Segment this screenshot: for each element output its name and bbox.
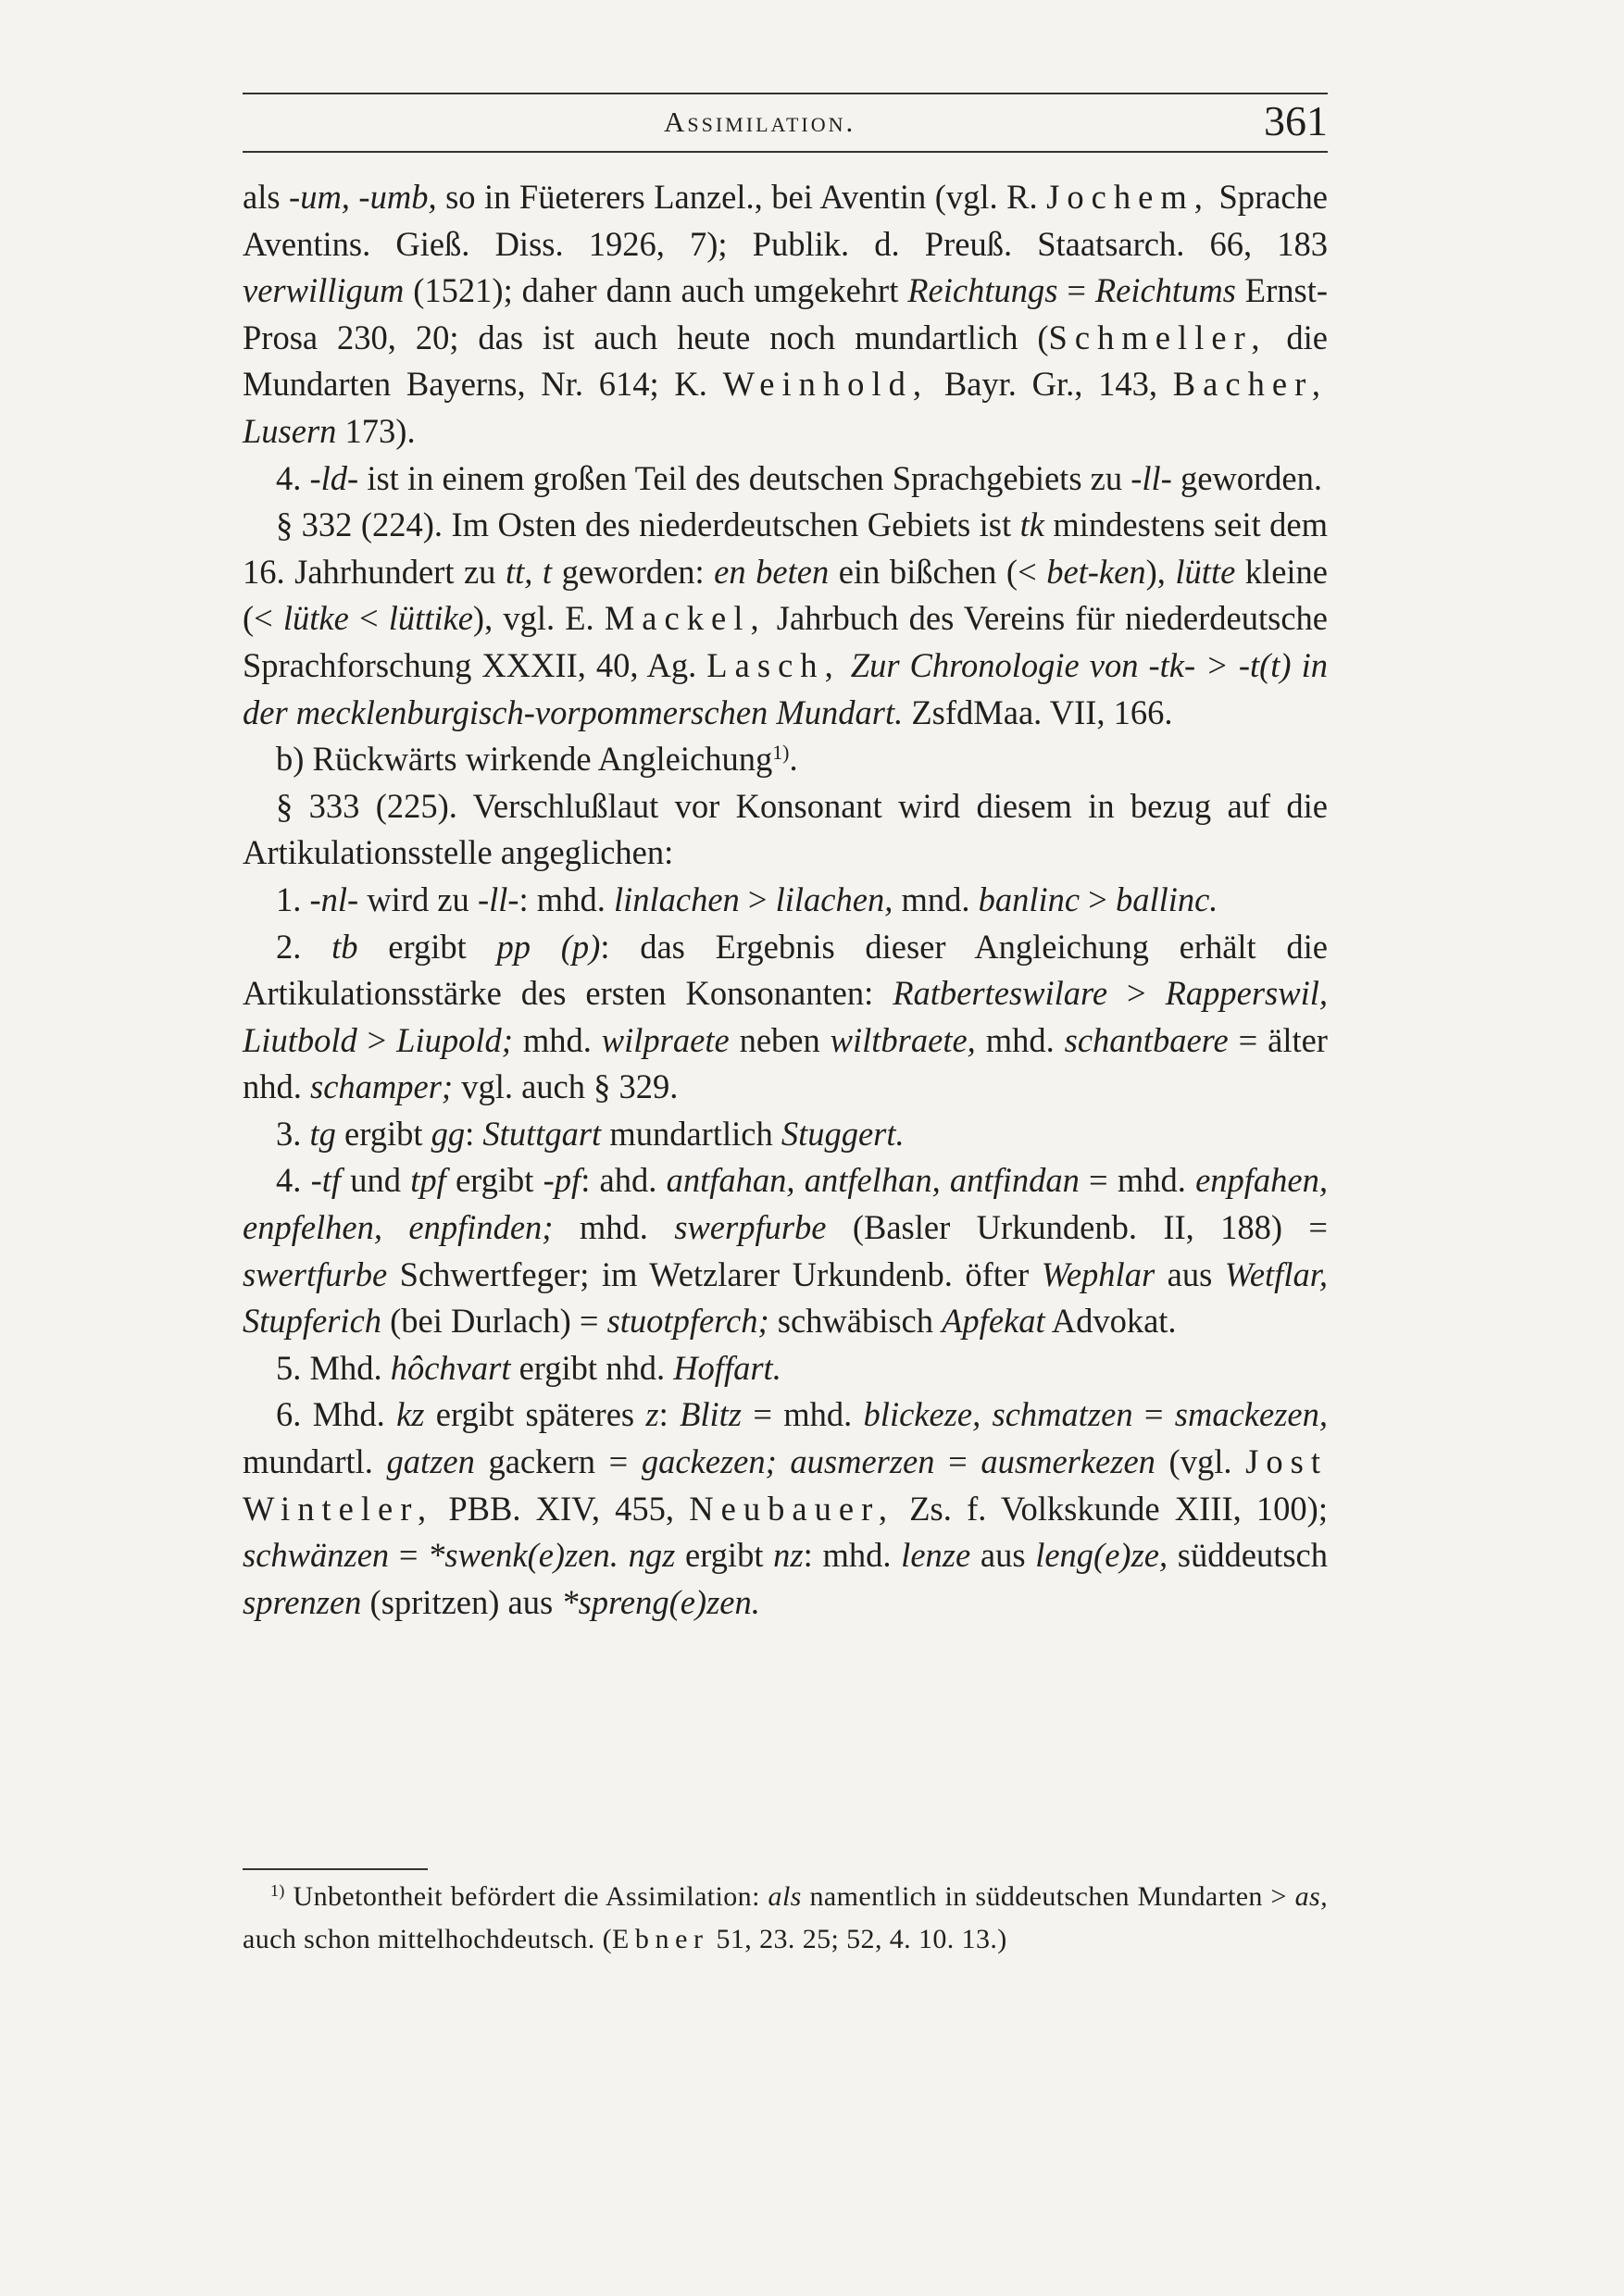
paragraph-section-333: § 333 (225). Verschlußlaut vor Konsonant wird diesem in bezug auf die Artikulationsstelle angeglichen: <box>243 786 1328 872</box>
paragraph-continuation: als -um, -umb, so in Füeterers Lanzel., bei Aventin (vgl. R. Jochem, Sprache Aventins. Gieß. Diss. 1926, 7); Publik. d. Preuß. Staatsarch. 66, 183 verwilligum (1521); daher dann auch umgekehrt Reichtungs = Reichtums Ernst-Prosa 230, 20; das ist auch heute noch mundartlich (Schmeller, die Mundarten Bayerns, Nr. 614; K. Weinhold, Bayr. Gr., 143, Bacher, Lusern 173). <box>243 178 1329 450</box>
running-head <box>243 96 1328 148</box>
paragraph-item-2-tb: 2. tb ergibt pp (p): das Ergebnis dieser Angleichung erhält die Artikulationsstärke des ersten Konsonanten: Ratberteswilare > Rapperswil, Liutbold > Liupold; mhd. wilpraete neben wiltbraete, mhd. schantbaere = älter nhd. schamper; vgl. auch § 329. <box>243 927 1329 1106</box>
footnote-reference: 1) <box>772 741 790 765</box>
footnote: $^{1)}$ Unbetontheit befördert die Assimilation: als namentlich in süddeutschen Mundarten > as, auch schon mittelhochdeutsch. (Ebner 51, 23. 25; 52, 4. 10. 13.) <box>243 1881 1328 1954</box>
footnote-rule <box>243 1868 428 1870</box>
header-top-rule <box>243 93 1328 94</box>
footnote-marker: 1) <box>270 1881 285 1901</box>
header-bottom-rule <box>243 151 1328 153</box>
paragraph-section-332: § 332 (224). Im Osten des niederdeutschen Gebiets ist tk mindestens seit dem 16. Jahrhundert zu tt, t geworden: en beten ein bißchen (< bet-ken), lütte kleine (< lütke < lüttike), vgl. E. Mackel, Jahrbuch des Vereins für niederdeutsche Sprachforschung XXXII, 40, Ag. Lasch, Zur Chronologie von -tk- > -t(t) in der mecklenburgisch-vorpommerschen Mundart. ZsfdMaa. VII, 166. <box>243 505 1329 731</box>
paragraph-item-5-hochvart: 5. Mhd. hôchvart ergibt nhd. Hoffart. <box>276 1348 781 1387</box>
paragraph-item-1-nl: 1. -nl- wird zu -ll-: mhd. linlachen > lilachen, mnd. banlinc > ballinc. <box>276 880 1218 918</box>
paragraph-item-4-ld: 4. -ld- ist in einem großen Teil des deutschen Sprachgebiets zu -ll- geworden. <box>276 458 1322 497</box>
paragraph-subheading-b: b) Rückwärts wirkende Angleichung$^{1)}$. <box>276 740 798 779</box>
paragraph-item-4-tf: 4. -tf und tpf ergibt -pf: ahd. antfahan, antfelhan, antfindan = mhd. enpfahen, enpfelhen, enpfinden; mhd. swerpfurbe (Basler Urkundenb. II, 188) = swertfurbe Schwertfeger; im Wetzlarer Urkundenb. öfter Wephlar aus Wetflar, Stupferich (bei Durlach) = stuotpferch; schwäbisch Apfekat Advokat. <box>243 1161 1328 1341</box>
running-title: Assimilation. <box>664 106 856 138</box>
page-number: 361 <box>1264 97 1328 144</box>
body-text <box>243 174 1328 1626</box>
paragraph-item-6-kz: 6. Mhd. kz ergibt späteres z: Blitz = mhd. blickeze, schmatzen = smackezen, mundartl. gatzen gackern = gackezen; ausmerzen = ausmerkezen (vgl. Jost Winteler, PBB. XIV, 455, Neubauer, Zs. f. Volkskunde XIII, 100); schwänzen = *swenk(e)zen. ngz ergibt nz: mhd. lenze aus leng(e)ze, süddeutsch sprenzen (spritzen) aus *spreng(e)zen. <box>243 1395 1329 1621</box>
paragraph-item-3-tg: 3. tg ergibt gg: Stuttgart mundartlich Stuggert. <box>276 1114 905 1153</box>
